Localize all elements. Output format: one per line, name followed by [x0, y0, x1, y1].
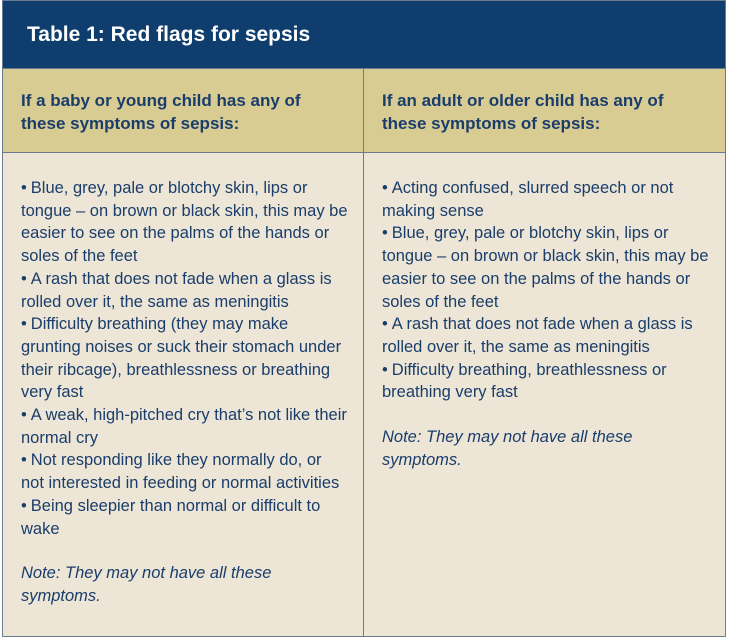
list-item-text: Difficulty breathing, breathlessness or breathing very fast: [382, 360, 667, 402]
bullet-icon: •: [21, 406, 27, 425]
column-header-adult: If an adult or older child has any of these symptoms of sepsis:: [364, 69, 725, 153]
list-item-text: A rash that does not fade when a glass is rolled over it, the same as meningitis: [382, 315, 693, 356]
list-item: [21, 449, 349, 494]
list-item: [382, 313, 711, 358]
list-item: [21, 268, 349, 313]
table-title: Table 1: Red flags for sepsis: [3, 1, 725, 69]
note-text: Note: They may not have all these symptoms.: [21, 564, 272, 605]
bullet-icon: •: [382, 179, 388, 197]
list-item-text: A rash that does not fade when a glass is rolled over it, the same as meningitis: [21, 269, 332, 311]
bullet-icon: •: [21, 451, 27, 470]
list-item: [382, 222, 711, 313]
list-item: [21, 177, 349, 268]
list-item-text: Blue, grey, pale or blotchy skin, lips or tongue – on brown or black skin, this may be easier to see on the palms of the hands or soles of the feet: [382, 224, 709, 311]
bullet-icon: •: [21, 315, 27, 334]
bullet-icon: •: [382, 315, 388, 334]
list-item-text: Being sleepier than normal or difficult to wake: [21, 496, 321, 538]
bullet-icon: •: [21, 496, 27, 515]
list-item: [21, 313, 349, 404]
bullet-icon: •: [21, 269, 27, 288]
bullet-icon: •: [21, 179, 27, 197]
note-text: Note: They may not have all these symptoms.: [382, 428, 633, 469]
list-item-text: A weak, high-pitched cry that’s not like their normal cry: [21, 406, 347, 447]
list-item-text: Blue, grey, pale or blotchy skin, lips or tongue – on brown or black skin, this may be easier to see on the palms of the hands or soles of the feet: [21, 179, 348, 266]
symptom-list-adult: [364, 153, 725, 636]
list-item: [382, 359, 711, 404]
bullet-icon: •: [382, 360, 388, 379]
table-grid: [3, 69, 725, 636]
symptom-list-child: [3, 153, 364, 636]
list-item: [382, 177, 711, 222]
list-item: [21, 495, 349, 540]
sepsis-table: [2, 0, 726, 637]
list-item-text: Acting confused, slurred speech or not making sense: [382, 179, 674, 220]
list-item-text: Difficulty breathing (they may make grunting noises or suck their stomach under their ribcage), breathlessness or breathing very fast: [21, 315, 342, 402]
bullet-icon: •: [382, 224, 388, 243]
column-header-child: If a baby or young child has any of these symptoms of sepsis:: [3, 69, 364, 153]
list-item-text: Not responding like they normally do, or not interested in feeding or normal activities: [21, 451, 340, 493]
list-item: [21, 404, 349, 449]
